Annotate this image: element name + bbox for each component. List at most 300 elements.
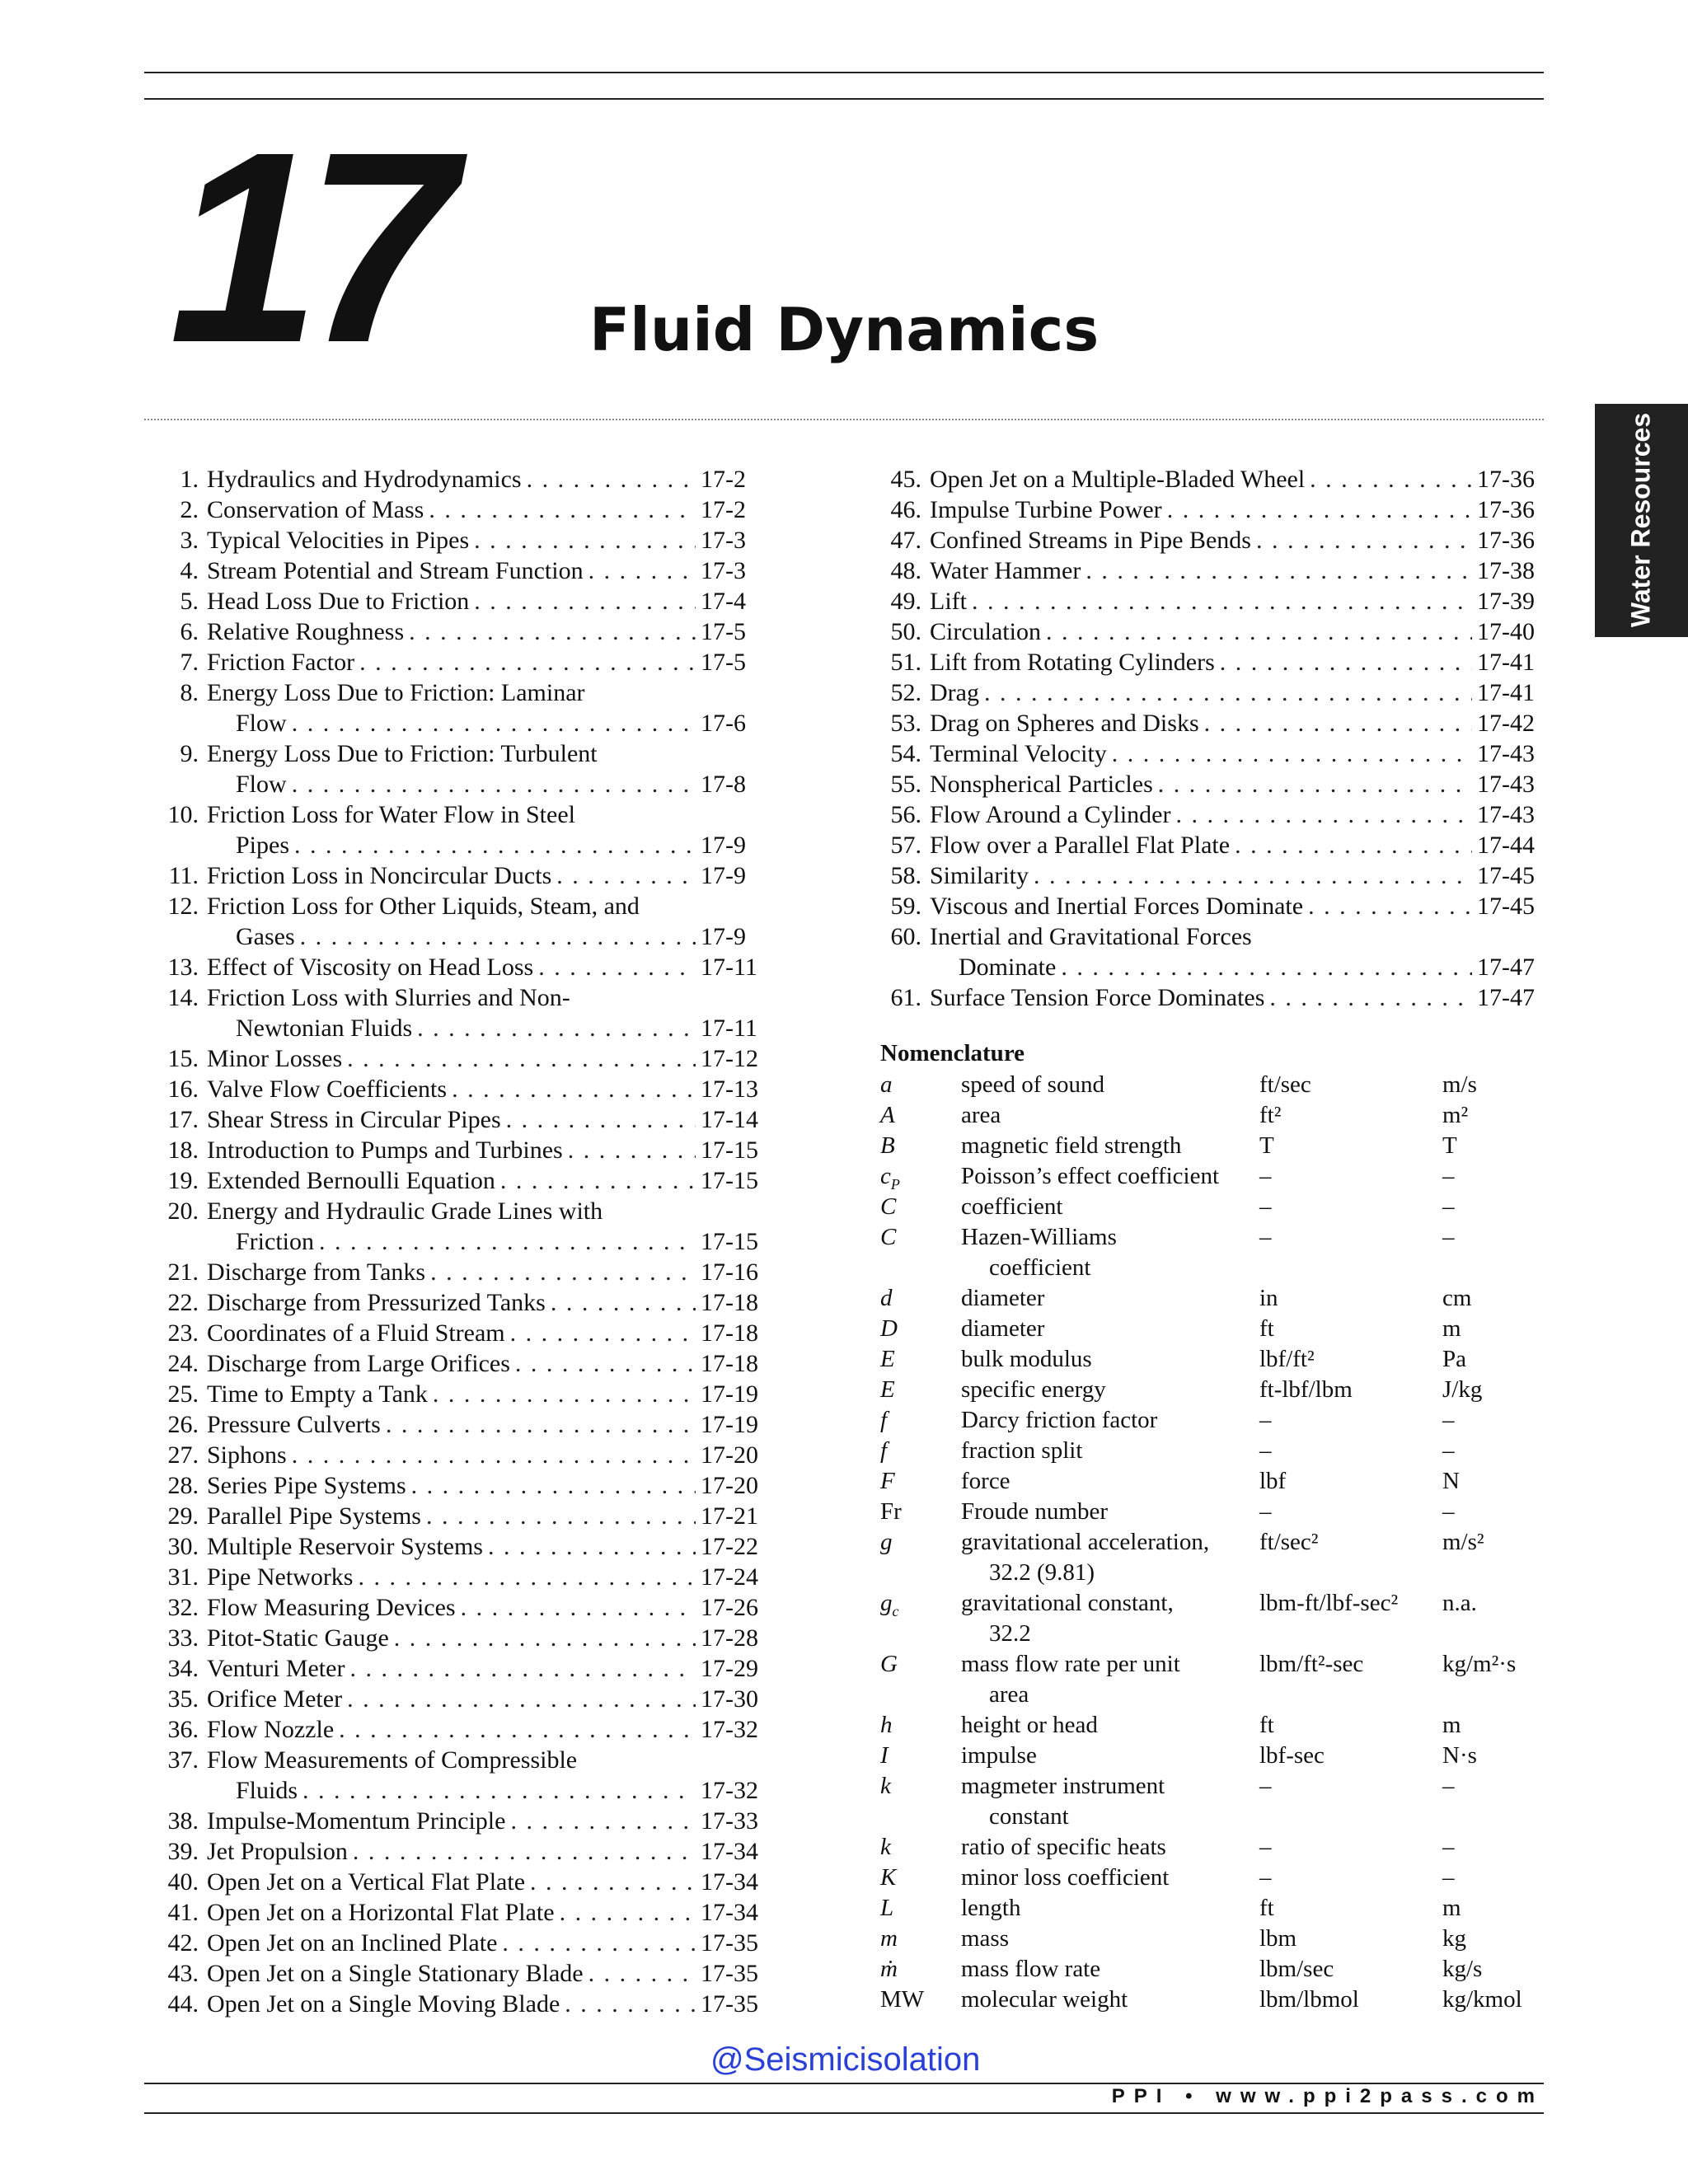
toc-entry-number: 56. — [890, 801, 921, 828]
toc-entry — [144, 1165, 767, 1196]
toc-entry-title: Impulse Turbine Power — [930, 496, 1162, 523]
toc-entry-page: 17-11 — [701, 954, 757, 981]
toc-entry-number: 14. — [167, 984, 199, 1011]
toc-entry — [144, 464, 767, 494]
nomenclature-symbol: MW — [880, 1986, 925, 2013]
toc-leader-dots — [469, 586, 696, 616]
nomenclature-si-unit: – — [1442, 1437, 1455, 1464]
nomenclature-us-unit: – — [1259, 1834, 1272, 1860]
toc-entry-page: 17-20 — [701, 1441, 758, 1469]
toc-entry-title: Pitot-Static Gauge — [207, 1624, 389, 1652]
nomenclature-definition: mass flow rate — [961, 1956, 1101, 1982]
toc-entry-page: 17-35 — [701, 1929, 758, 1957]
toc-leader-dots — [354, 647, 696, 677]
toc-leader-dots — [546, 1287, 696, 1318]
toc-leader-dots — [555, 1897, 696, 1928]
nomenclature-symbol: B — [880, 1132, 895, 1159]
nomenclature-si-unit: Pa — [1442, 1346, 1466, 1372]
toc-entry-title: Flow Measuring Devices — [207, 1594, 456, 1621]
nomenclature-si-unit: kg/m²·s — [1442, 1651, 1517, 1677]
toc-leader-dots — [1215, 647, 1472, 677]
nomenclature-si-unit: cm — [1442, 1285, 1472, 1311]
toc-entry-title-continued: Flow — [236, 771, 287, 798]
nomenclature-symbol: f — [880, 1407, 888, 1433]
nomenclature-si-unit: kg — [1442, 1925, 1466, 1952]
toc-leader-dots — [1171, 799, 1473, 830]
nomenclature-si-unit: kg/kmol — [1442, 1986, 1522, 2013]
nomenclature-symbol: $c_P$ — [880, 1163, 900, 1193]
toc-entry-number: 53. — [890, 710, 921, 737]
toc-entry-number: 24. — [167, 1350, 199, 1377]
toc-entry-page: 17-21 — [701, 1502, 758, 1530]
toc-entry-page: 17-11 — [701, 1015, 757, 1042]
toc-entry-number: 18. — [167, 1137, 199, 1164]
toc-entry-number: 19. — [167, 1167, 199, 1194]
nomenclature-si-unit: m — [1442, 1895, 1461, 1921]
nomenclature-symbol: E — [880, 1346, 895, 1372]
nomenclature-us-unit: ft-lbf/lbm — [1259, 1376, 1353, 1403]
nomenclature-definition: impulse — [961, 1742, 1037, 1769]
nomenclature-definition: gravitational constant, — [961, 1590, 1174, 1616]
nomenclature-us-unit: – — [1259, 1773, 1272, 1799]
footer-publisher: PPI • www.ppi2pass.com — [1111, 2085, 1544, 2107]
toc-entry — [144, 1592, 767, 1623]
toc-entry-title: Energy and Hydraulic Grade Lines with — [207, 1197, 603, 1225]
toc-entry-title: Drag on Spheres and Disks — [930, 710, 1199, 737]
toc-entry-title: Time to Empty a Tank — [207, 1380, 428, 1408]
toc-entry-title: Open Jet on an Inclined Plate — [207, 1929, 498, 1957]
toc-entry — [144, 1440, 767, 1470]
nomenclature-si-unit: – — [1442, 1163, 1455, 1189]
nomenclature-definition: Poisson’s effect coefficient — [961, 1163, 1220, 1189]
toc-entry — [144, 1043, 767, 1074]
toc-entry-number: 36. — [167, 1716, 199, 1743]
toc-entry-title: Lift — [930, 588, 967, 615]
toc-entry-title: Siphons — [207, 1441, 287, 1469]
toc-entry-number: 27. — [167, 1441, 199, 1469]
toc-leader-dots — [501, 1104, 696, 1135]
nomenclature-symbol: Fr — [880, 1498, 902, 1525]
toc-entry-continued — [144, 769, 767, 799]
toc-entry-title: Similarity — [930, 862, 1029, 889]
toc-entry-page: 17-6 — [701, 710, 746, 737]
chapter-number: 17 — [169, 95, 443, 399]
toc-entry-number: 58. — [890, 862, 921, 889]
toc-entry-title: Jet Propulsion — [207, 1838, 348, 1865]
toc-entry-number: 10. — [167, 801, 199, 828]
nomenclature-symbol: K — [880, 1864, 897, 1891]
nomenclature-us-unit: lbf-sec — [1259, 1742, 1325, 1769]
nomenclature-si-unit: – — [1442, 1773, 1455, 1799]
toc-leader-dots — [421, 1501, 696, 1531]
toc-entry — [144, 1257, 767, 1287]
toc-leader-dots — [1199, 708, 1472, 738]
toc-entry-page: 17-5 — [701, 618, 746, 645]
toc-entry — [867, 555, 1543, 586]
nomenclature-definition: magnetic field strength — [961, 1132, 1182, 1159]
toc-entry — [144, 1928, 767, 1958]
nomenclature-us-unit: lbf/ft² — [1259, 1346, 1315, 1372]
nomenclature-us-unit: lbf — [1259, 1468, 1287, 1494]
nomenclature-us-unit: – — [1259, 1163, 1272, 1189]
nomenclature-definition: Froude number — [961, 1498, 1108, 1525]
nomenclature-us-unit: lbm-ft/lbf-sec² — [1259, 1590, 1399, 1616]
nomenclature-row — [880, 1192, 1540, 1222]
nomenclature-definition: speed of sound — [961, 1071, 1104, 1098]
toc-entry — [867, 525, 1543, 555]
nomenclature-row — [880, 1070, 1540, 1100]
watermark-text: @Seismicisolation — [710, 2041, 981, 2078]
nomenclature-definition-continued: constant — [989, 1803, 1069, 1830]
nomenclature-row — [880, 1131, 1540, 1161]
nomenclature-si-unit: – — [1442, 1193, 1455, 1220]
nomenclature-definition: force — [961, 1468, 1010, 1494]
toc-entry-page: 17-8 — [701, 771, 746, 798]
toc-entry — [144, 1074, 767, 1104]
nomenclature-definition: mass — [961, 1925, 1009, 1952]
nomenclature-symbol: G — [880, 1651, 898, 1677]
nomenclature-row — [880, 1771, 1540, 1802]
toc-entry-page: 17-39 — [1477, 588, 1535, 615]
toc-entry — [144, 1531, 767, 1562]
nomenclature-row — [880, 1100, 1540, 1131]
toc-leader-dots — [353, 1562, 696, 1592]
toc-entry — [867, 738, 1543, 769]
toc-entry-number: 31. — [167, 1563, 199, 1591]
toc-entry-title: Drag — [930, 679, 979, 706]
toc-entry-number: 20. — [167, 1197, 199, 1225]
nomenclature-us-unit: lbm/ft²-sec — [1259, 1651, 1364, 1677]
toc-leader-dots — [1029, 860, 1472, 891]
toc-leader-dots — [1251, 525, 1472, 555]
toc-leader-dots — [1056, 952, 1472, 982]
toc-entry-number: 61. — [890, 984, 921, 1011]
toc-entry-title: Valve Flow Coefficients — [207, 1076, 448, 1103]
nomenclature-us-unit: ft — [1259, 1712, 1274, 1738]
toc-leader-dots — [381, 1409, 696, 1440]
toc-entry-title: Open Jet on a Horizontal Flat Plate — [207, 1899, 555, 1926]
nomenclature-row — [880, 1344, 1540, 1375]
toc-entry-title: Head Loss Due to Friction — [207, 588, 470, 615]
toc-leader-dots — [287, 1440, 696, 1470]
toc-entry-number: 42. — [167, 1929, 199, 1957]
toc-entry-number: 45. — [890, 466, 921, 493]
chapter-title: Fluid Dynamics — [589, 295, 1100, 364]
nomenclature-symbol: h — [880, 1712, 893, 1738]
toc-entry — [144, 1623, 767, 1653]
toc-entry-number: 54. — [890, 740, 921, 767]
nomenclature-si-unit: m² — [1442, 1102, 1469, 1128]
toc-entry-page: 17-47 — [1477, 984, 1535, 1011]
toc-entry-title: Impulse-Momentum Principle — [207, 1807, 506, 1835]
nomenclature-si-unit: N·s — [1442, 1742, 1477, 1769]
toc-entry-number: 9. — [180, 740, 199, 767]
toc-entry-title-continued: Pipes — [236, 832, 290, 859]
toc-entry — [867, 677, 1543, 708]
toc-leader-dots — [1081, 555, 1472, 586]
nomenclature-definition-continued: 32.2 — [989, 1620, 1031, 1647]
toc-entry — [144, 1287, 767, 1318]
toc-entry-page: 17-13 — [701, 1076, 758, 1103]
nomenclature-si-unit: J/kg — [1442, 1376, 1483, 1403]
nomenclature-row — [880, 1375, 1540, 1405]
toc-entry-number: 59. — [890, 893, 921, 920]
toc-leader-dots — [342, 1043, 696, 1074]
toc-entry-title: Terminal Velocity — [930, 740, 1107, 767]
nomenclature-us-unit: – — [1259, 1193, 1272, 1220]
top-rule-1 — [144, 72, 1544, 73]
nomenclature-si-unit: m — [1442, 1712, 1461, 1738]
nomenclature-us-unit: – — [1259, 1407, 1272, 1433]
toc-entry — [144, 525, 767, 555]
toc-entry-title: Open Jet on a Single Stationary Blade — [207, 1960, 584, 1987]
nomenclature-definition: Hazen-Williams — [961, 1224, 1117, 1250]
toc-leader-dots — [551, 860, 696, 891]
toc-leader-dots — [483, 1531, 696, 1562]
toc-entry — [144, 1318, 767, 1348]
toc-entry — [144, 1867, 767, 1897]
nomenclature-us-unit: ft² — [1259, 1102, 1282, 1128]
toc-entry-title-continued: Fluids — [236, 1777, 298, 1804]
toc-entry — [144, 1958, 767, 1989]
toc-leader-dots — [495, 1165, 696, 1196]
toc-entry-page: 17-18 — [701, 1289, 758, 1316]
nomenclature-si-unit: kg/s — [1442, 1956, 1483, 1982]
nomenclature-si-unit: – — [1442, 1864, 1455, 1891]
nomenclature-si-unit: – — [1442, 1407, 1455, 1433]
toc-entry-page: 17-45 — [1477, 893, 1535, 920]
toc-entry-title: Pipe Networks — [207, 1563, 354, 1591]
nomenclature-definition: mass flow rate per unit — [961, 1651, 1180, 1677]
toc-entry-title: Inertial and Gravitational Forces — [930, 923, 1252, 950]
toc-entry-number: 12. — [167, 893, 199, 920]
toc-entry-number: 52. — [890, 679, 921, 706]
toc-entry-title-continued: Gases — [236, 923, 295, 950]
nomenclature-symbol: f — [880, 1437, 888, 1464]
toc-entry-number: 32. — [167, 1594, 199, 1621]
toc-entry — [867, 982, 1543, 1013]
toc-leader-dots — [584, 555, 696, 586]
toc-entry-number: 8. — [180, 679, 199, 706]
toc-entry-title: Extended Bernoulli Equation — [207, 1167, 495, 1194]
toc-entry-page: 17-19 — [701, 1380, 758, 1408]
toc-entry-number: 51. — [890, 649, 921, 676]
toc-entry-number: 15. — [167, 1045, 199, 1072]
nomenclature-symbol: k — [880, 1834, 891, 1860]
nomenclature-us-unit: lbm/sec — [1259, 1956, 1334, 1982]
toc-entry-number: 25. — [167, 1380, 199, 1408]
nomenclature-us-unit: lbm — [1259, 1925, 1297, 1952]
nomenclature-row — [880, 1710, 1540, 1741]
nomenclature-definition: Darcy friction factor — [961, 1407, 1158, 1433]
toc-entry — [144, 860, 767, 891]
toc-entry — [867, 769, 1543, 799]
nomenclature-us-unit: – — [1259, 1437, 1272, 1464]
toc-entry-page: 17-34 — [701, 1868, 758, 1896]
toc-entry — [144, 1379, 767, 1409]
nomenclature-symbol: a — [880, 1071, 893, 1098]
toc-entry-title: Parallel Pipe Systems — [207, 1502, 421, 1530]
toc-entry-title: Venturi Meter — [207, 1655, 345, 1682]
nomenclature-definition: diameter — [961, 1315, 1045, 1342]
toc-leader-dots — [334, 1714, 696, 1745]
toc-entry-page: 17-14 — [701, 1106, 758, 1133]
toc-entry-title: Flow Nozzle — [207, 1716, 335, 1743]
toc-leader-dots — [345, 1653, 696, 1684]
section-side-tab — [1595, 404, 1688, 637]
nomenclature-us-unit: ft — [1259, 1895, 1274, 1921]
toc-leader-dots — [560, 1989, 696, 2019]
toc-leader-dots — [342, 1684, 696, 1714]
toc-entry-title: Surface Tension Force Dominates — [930, 984, 1265, 1011]
nomenclature-row — [880, 1832, 1540, 1863]
toc-entry-number: 2. — [180, 496, 199, 523]
toc-leader-dots — [425, 1257, 696, 1287]
toc-entry-page: 17-34 — [701, 1838, 758, 1865]
toc-leader-dots — [533, 952, 696, 982]
toc-entry-title: Hydraulics and Hydrodynamics — [207, 466, 522, 493]
nomenclature-row — [880, 1466, 1540, 1497]
toc-leader-dots — [1041, 616, 1472, 647]
toc-entry-number: 7. — [180, 649, 199, 676]
toc-entry-page: 17-9 — [701, 862, 746, 889]
nomenclature-definition: ratio of specific heats — [961, 1834, 1166, 1860]
toc-leader-dots — [1153, 769, 1472, 799]
toc-leader-dots — [1303, 891, 1472, 921]
toc-entry-page: 17-33 — [701, 1807, 758, 1835]
toc-entry — [867, 464, 1543, 494]
nomenclature-row — [880, 1588, 1540, 1619]
toc-entry-page: 17-34 — [701, 1899, 758, 1926]
toc-leader-dots — [287, 708, 696, 738]
nomenclature-symbol: k — [880, 1773, 891, 1799]
nomenclature-definition: specific energy — [961, 1376, 1106, 1403]
nomenclature-definition-continued: 32.2 (9.81) — [989, 1559, 1095, 1586]
toc-entry — [144, 952, 767, 982]
nomenclature-definition: diameter — [961, 1285, 1045, 1311]
toc-entry-page: 17-5 — [701, 649, 746, 676]
nomenclature-row — [880, 1436, 1540, 1466]
footer-rule-top — [144, 2083, 1544, 2084]
toc-entry-page: 17-36 — [1477, 466, 1535, 493]
toc-leader-dots — [1264, 982, 1472, 1013]
toc-entry — [867, 647, 1543, 677]
toc-entry-number: 23. — [167, 1319, 199, 1347]
nomenclature-row — [880, 1741, 1540, 1771]
toc-entry-number: 21. — [167, 1258, 199, 1286]
toc-entry-title: Lift from Rotating Cylinders — [930, 649, 1215, 676]
dotted-divider — [144, 419, 1544, 420]
toc-leader-dots — [295, 921, 696, 952]
toc-entry-continued — [867, 952, 1543, 982]
toc-entry — [144, 1562, 767, 1592]
toc-entry-page: 17-41 — [1477, 679, 1535, 706]
toc-entry — [144, 738, 767, 769]
toc-leader-dots — [979, 677, 1472, 708]
toc-entry-title: Flow Measurements of Compressible — [207, 1746, 578, 1774]
toc-entry-number: 33. — [167, 1624, 199, 1652]
toc-entry — [144, 982, 767, 1013]
toc-entry-page: 17-12 — [701, 1045, 758, 1072]
nomenclature-definition: length — [961, 1895, 1021, 1921]
nomenclature-symbol: F — [880, 1468, 895, 1494]
toc-entry — [867, 830, 1543, 860]
toc-leader-dots — [404, 616, 696, 647]
nomenclature-row — [880, 1283, 1540, 1314]
toc-entry-title: Energy Loss Due to Friction: Laminar — [207, 679, 585, 706]
toc-entry-page: 17-32 — [701, 1777, 758, 1804]
toc-entry-title: Introduction to Pumps and Turbines — [207, 1137, 563, 1164]
toc-entry-title: Open Jet on a Vertical Flat Plate — [207, 1868, 526, 1896]
nomenclature-definition: molecular weight — [961, 1986, 1128, 2013]
toc-entry — [144, 616, 767, 647]
toc-entry-number: 3. — [180, 527, 199, 554]
nomenclature-table — [880, 1038, 1540, 2015]
toc-entry — [144, 677, 767, 708]
nomenclature-si-unit: m/s² — [1442, 1529, 1484, 1555]
toc-entry-number: 46. — [890, 496, 921, 523]
toc-leader-dots — [505, 1806, 696, 1836]
toc-entry — [867, 494, 1543, 525]
toc-leader-dots — [424, 494, 696, 525]
toc-entry-title-continued: Dominate — [959, 954, 1057, 981]
nomenclature-us-unit: T — [1259, 1132, 1274, 1159]
toc-entry-number: 34. — [167, 1655, 199, 1682]
nomenclature-row — [880, 1954, 1540, 1985]
toc-entry-number: 29. — [167, 1502, 199, 1530]
toc-left-column — [144, 464, 767, 2019]
toc-leader-dots — [389, 1623, 696, 1653]
toc-entry-page: 17-15 — [701, 1228, 758, 1255]
toc-entry-page: 17-40 — [1477, 618, 1535, 645]
toc-leader-dots — [348, 1836, 696, 1867]
toc-entry-page: 17-2 — [701, 466, 746, 493]
toc-entry-page: 17-35 — [701, 1990, 758, 2018]
toc-entry-continued — [144, 830, 767, 860]
toc-leader-dots — [1305, 464, 1472, 494]
toc-entry — [144, 586, 767, 616]
toc-entry-page: 17-35 — [701, 1960, 758, 1987]
toc-leader-dots — [469, 525, 696, 555]
toc-entry-title: Friction Loss for Water Flow in Steel — [207, 801, 575, 828]
toc-entry-page: 17-24 — [701, 1563, 758, 1591]
toc-entry-title: Viscous and Inertial Forces Dominate — [930, 893, 1304, 920]
toc-entry-page: 17-38 — [1477, 557, 1535, 584]
nomenclature-definition: height or head — [961, 1712, 1098, 1738]
toc-entry-number: 16. — [167, 1076, 199, 1103]
nomenclature-definition: magmeter instrument — [961, 1773, 1165, 1799]
toc-entry-page: 17-15 — [701, 1167, 758, 1194]
toc-entry-number: 4. — [180, 557, 199, 584]
nomenclature-symbol: C — [880, 1224, 897, 1250]
toc-entry-page: 17-9 — [701, 923, 746, 950]
toc-entry-number: 40. — [167, 1868, 199, 1896]
toc-entry-title: Discharge from Tanks — [207, 1258, 426, 1286]
nomenclature-symbol: d — [880, 1285, 893, 1311]
toc-entry-number: 41. — [167, 1899, 199, 1926]
toc-entry — [144, 1897, 767, 1928]
nomenclature-symbol: E — [880, 1376, 895, 1403]
toc-leader-dots — [314, 1226, 696, 1257]
footer-rule-bottom — [144, 2112, 1544, 2114]
toc-leader-dots — [525, 1867, 696, 1897]
toc-leader-dots — [967, 586, 1472, 616]
nomenclature-row — [880, 1893, 1540, 1924]
toc-leader-dots — [298, 1775, 696, 1806]
nomenclature-rows — [880, 1070, 1540, 2015]
nomenclature-si-unit: n.a. — [1442, 1590, 1477, 1616]
toc-entry-page: 17-22 — [701, 1533, 758, 1560]
